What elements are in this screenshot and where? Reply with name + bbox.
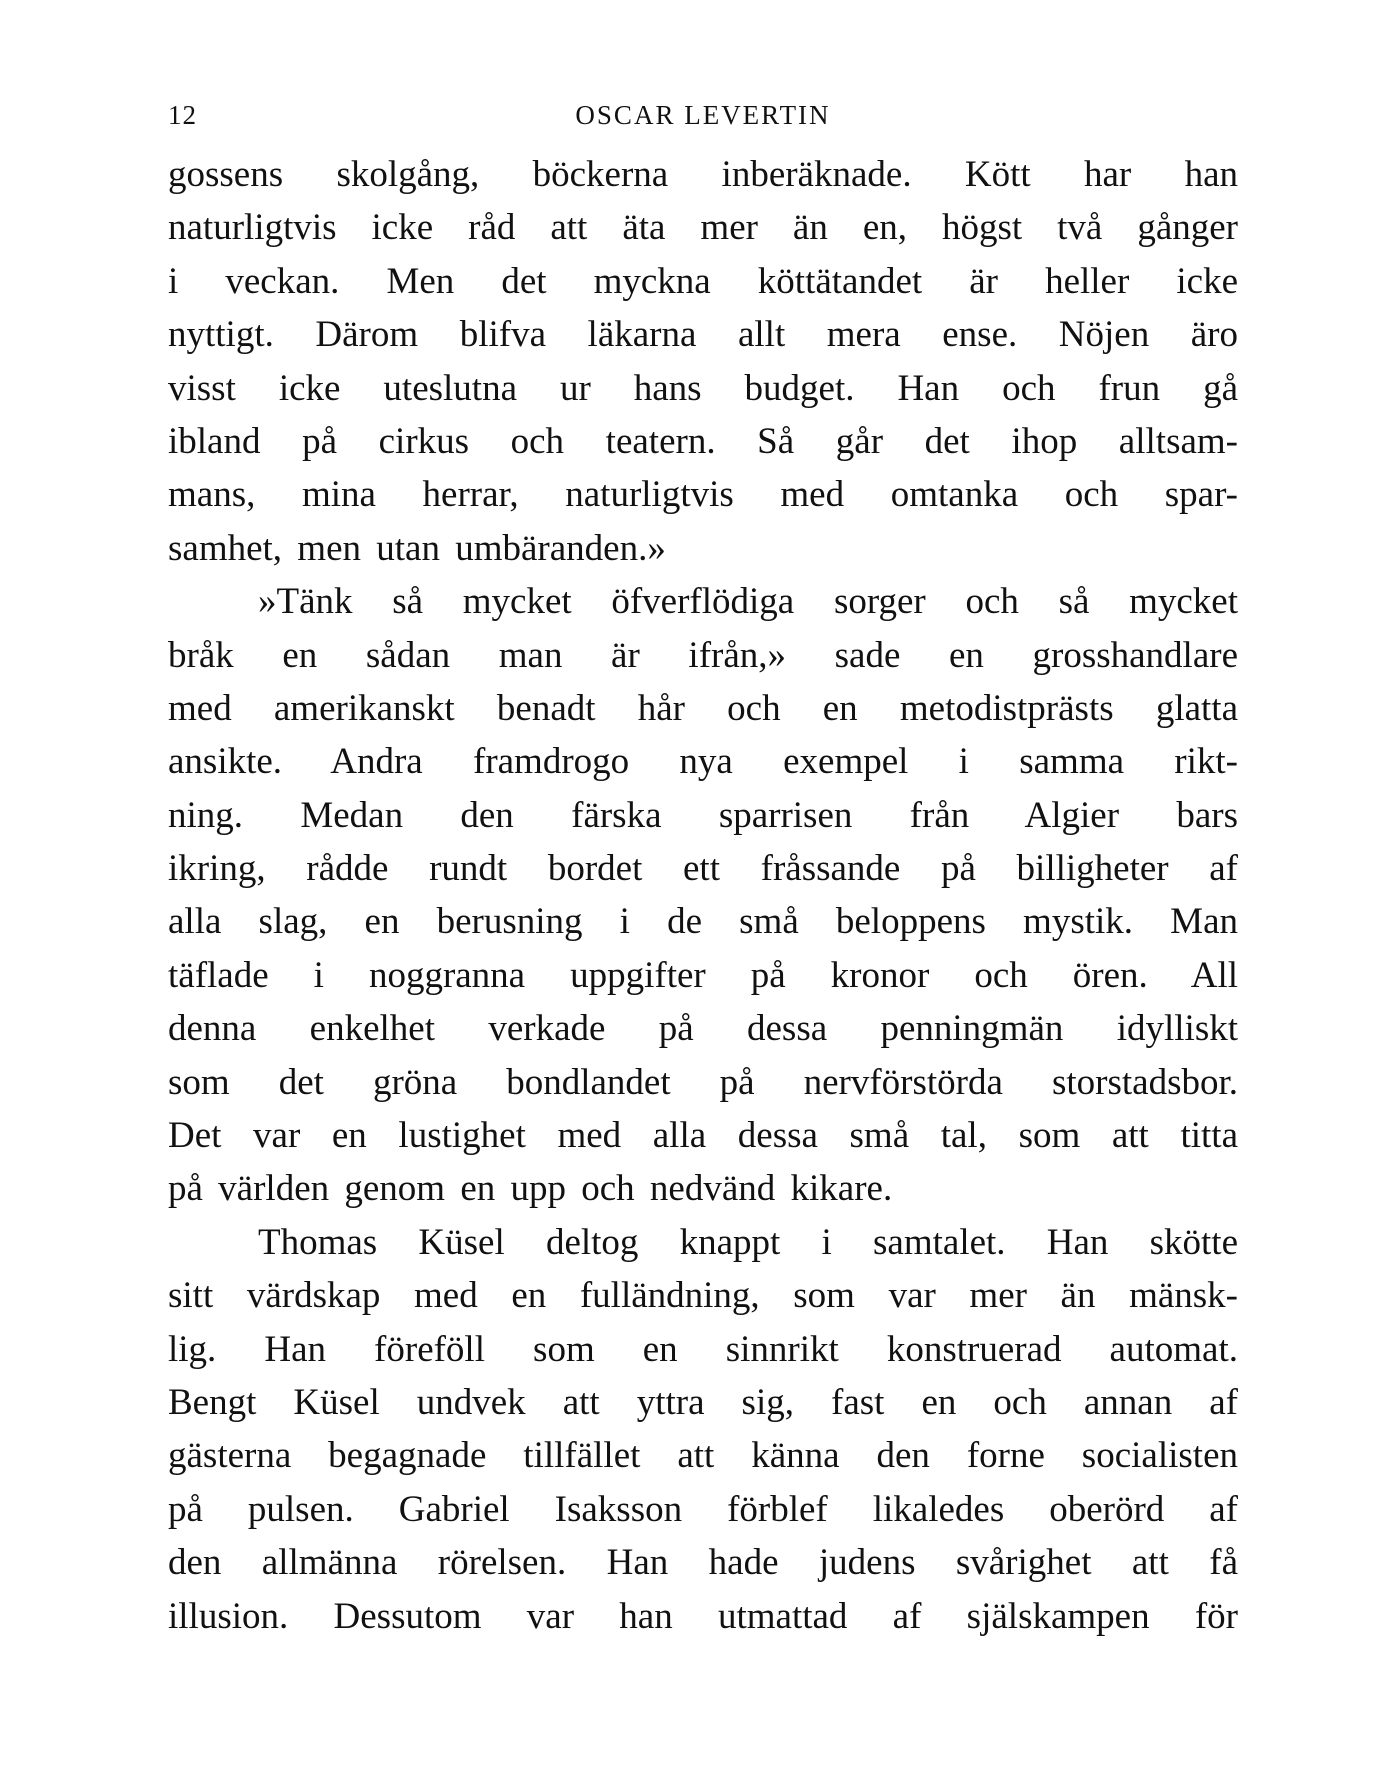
text-line: gossens skolgång, böckerna inberäknade. Kött har han (168, 154, 1238, 195)
text-line: på pulsen. Gabriel Isaksson förblef likaledes oberörd af (168, 1488, 1238, 1530)
text-line: »Tänk så mycket öfverflödiga sorger och så mycket (258, 581, 1238, 623)
page-number: 12 (168, 100, 197, 130)
text-line: alla slag, en berusning i de små beloppens mystik. Man (168, 901, 1238, 943)
text-line: denna enkelhet verkade på dessa penningmän idylliskt (168, 1008, 1238, 1050)
text-line: nyttigt. Därom blifva läkarna allt mera ense. Nöjen äro (168, 314, 1238, 356)
text-line: Bengt Küsel undvek att yttra sig, fast en och annan af (168, 1381, 1238, 1423)
text-line: naturligtvis icke råd att äta mer än en, högst två gånger (168, 207, 1238, 249)
text-line: den allmänna rörelsen. Han hade judens svårighet att få (168, 1542, 1238, 1584)
text-line: Det var en lustighet med alla dessa små tal, som att titta (168, 1115, 1238, 1157)
text-line: ibland på cirkus och teatern. Så går det ihop alltsam- (168, 420, 1238, 462)
text-line: ikring, rådde rundt bordet ett fråssande på billigheter af (168, 848, 1238, 890)
text-line: gästerna begagnade tillfället att känna den forne socialisten (168, 1435, 1238, 1477)
text-line: bråk en sådan man är ifrån,» sade en grosshandlare (168, 634, 1238, 676)
text-line: sitt värdskap med en fulländning, som var mer än mänsk- (168, 1275, 1238, 1317)
text-line: i veckan. Men det myckna köttätandet är heller icke (168, 260, 1238, 302)
text-line: ning. Medan den färska sparrisen från Algier bars (168, 794, 1238, 836)
text-line: lig. Han föreföll som en sinnrikt konstruerad automat. (168, 1328, 1238, 1370)
text-line: mans, mina herrar, naturligtvis med omtanka och spar- (168, 474, 1238, 516)
text-line: som det gröna bondlandet på nervförstörda storstadsbor. (168, 1061, 1238, 1103)
text-line: visst icke uteslutna ur hans budget. Han och frun gå (168, 367, 1238, 409)
body-text (168, 148, 1238, 1643)
running-title: OSCAR LEVERTIN (575, 100, 831, 130)
text-line: ansikte. Andra framdrogo nya exempel i samma rikt- (168, 741, 1238, 783)
text-line: illusion. Dessutom var han utmattad af själskampen för (168, 1595, 1238, 1637)
text-line: på världen genom en upp och nedvänd kikare. (168, 1168, 893, 1210)
text-line: med amerikanskt benadt hår och en metodistprästs glatta (168, 687, 1238, 729)
text-line: Thomas Küsel deltog knappt i samtalet. Han skötte (258, 1221, 1238, 1263)
text-line: samhet, men utan umbäranden.» (168, 527, 666, 569)
text-line: täflade i noggranna uppgifter på kronor och ören. All (168, 954, 1238, 996)
running-head (168, 100, 1238, 140)
